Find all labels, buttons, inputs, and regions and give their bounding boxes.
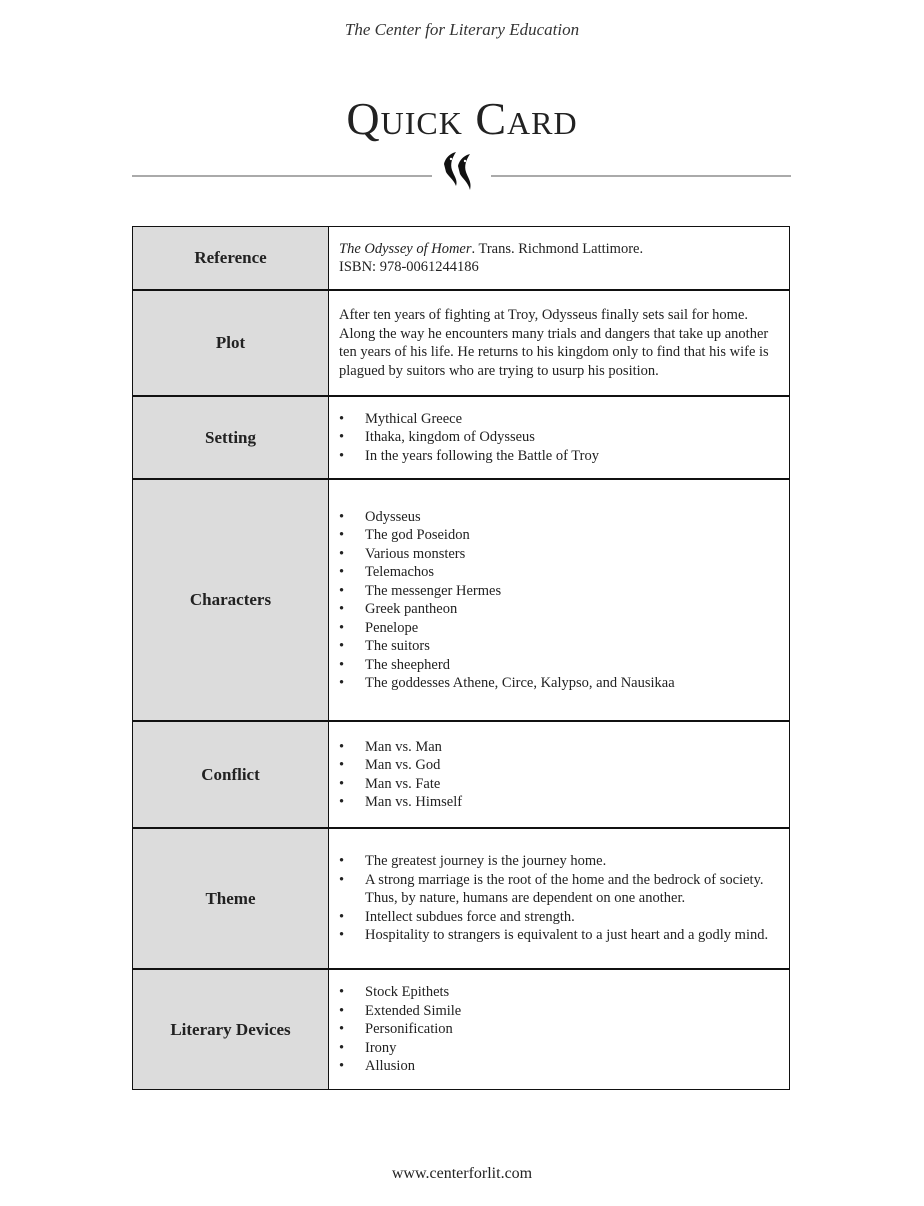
list-item: • The messenger Hermes <box>339 582 675 601</box>
list-item: • Ithaka, kingdom of Odysseus <box>339 428 599 447</box>
divider-right <box>491 175 791 177</box>
list-item: • Extended Simile <box>339 1002 461 1021</box>
list-item: • The sheepherd <box>339 656 675 675</box>
list-item: • Man vs. Himself <box>339 793 462 812</box>
list-item: • The goddesses Athene, Circe, Kalypso, and Nausikaa <box>339 674 675 693</box>
row-literary-devices <box>132 969 790 1090</box>
row-reference <box>132 226 790 290</box>
list-item: • Man vs. Fate <box>339 775 462 794</box>
literary-devices-cell <box>329 969 790 1090</box>
row-label: Theme <box>132 828 329 969</box>
row-conflict <box>132 721 790 828</box>
list-item: • In the years following the Battle of Troy <box>339 447 599 466</box>
row-label: Literary Devices <box>132 969 329 1090</box>
row-setting <box>132 396 790 479</box>
row-characters <box>132 479 790 721</box>
list-item: • Allusion <box>339 1057 461 1076</box>
list-item: • Odysseus <box>339 508 675 527</box>
list-item: • Greek pantheon <box>339 600 675 619</box>
conflict-list <box>339 738 462 812</box>
list-item: • Various monsters <box>339 545 675 564</box>
organization-name: The Center for Literary Education <box>344 20 580 39</box>
list-item: • Irony <box>339 1039 461 1058</box>
reference-cell <box>329 226 790 290</box>
theme-list <box>339 852 779 945</box>
quill-logo-icon <box>440 150 484 192</box>
book-title: The Odyssey of Homer <box>339 240 472 257</box>
translator: . Trans. Richmond Lattimore. <box>471 240 644 257</box>
list-item: • Intellect subdues force and strength. <box>339 908 779 927</box>
row-plot <box>132 290 790 396</box>
divider-left <box>132 175 432 177</box>
list-item: • A strong marriage is the root of the home and the bedrock of society. Thus, by nature, humans are dependent on one another. <box>339 871 779 908</box>
setting-cell <box>329 396 790 479</box>
list-item: • Telemachos <box>339 563 675 582</box>
row-theme <box>132 828 790 969</box>
list-item: • The suitors <box>339 637 675 656</box>
isbn: ISBN: 978-0061244186 <box>339 259 479 275</box>
list-item: • Stock Epithets <box>339 983 461 1002</box>
characters-cell <box>329 479 790 721</box>
row-label: Conflict <box>132 721 329 828</box>
website-link[interactable]: www.centerforlit.com <box>391 1165 533 1182</box>
row-label: Plot <box>132 290 329 396</box>
list-item: • Mythical Greece <box>339 410 599 429</box>
list-item: • The greatest journey is the journey home. <box>339 852 779 871</box>
list-item: • Personification <box>339 1020 461 1039</box>
theme-cell <box>329 828 790 969</box>
list-item: • Hospitality to strangers is equivalent to a just heart and a godly mind. <box>339 926 779 945</box>
row-label: Setting <box>132 396 329 479</box>
list-item: • Penelope <box>339 619 675 638</box>
conflict-cell <box>329 721 790 828</box>
page-title: Quick Card <box>346 93 578 144</box>
setting-list <box>339 410 599 466</box>
list-item: • Man vs. Man <box>339 738 462 757</box>
plot-cell <box>329 290 790 396</box>
list-item: • Man vs. God <box>339 756 462 775</box>
list-item: • The god Poseidon <box>339 526 675 545</box>
characters-list <box>339 508 675 693</box>
literary-devices-list <box>339 983 461 1076</box>
row-label: Reference <box>132 226 329 290</box>
row-label: Characters <box>132 479 329 721</box>
plot-text: After ten years of fighting at Troy, Odysseus finally sets sail for home. Along the way he encounters many trials and dangers that take up another ten years of his life. He returns to his kingdom only to find that his wife is plagued by suitors who are trying to usurp his position. <box>339 307 769 379</box>
